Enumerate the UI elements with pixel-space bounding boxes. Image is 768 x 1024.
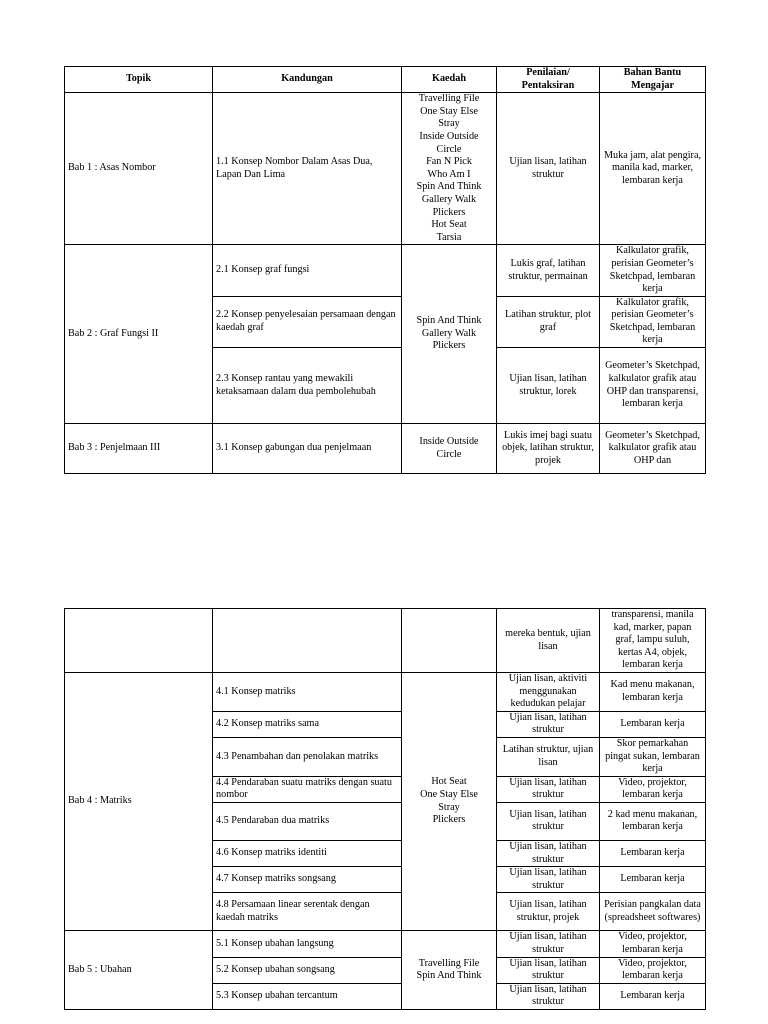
bab4-kandungan-7: 4.7 Konsep matriks songsang [213,867,402,893]
bab5-bahan-1: Video, projektor, lembaran kerja [600,931,706,957]
bab4-bahan-1: Kad menu makanan, lembaran kerja [600,673,706,712]
bab1-topik: Bab 1 : Asas Nombor [65,93,213,245]
cont-penilaian: mereka bentuk, ujian lisan [497,609,600,673]
bab4-kaedah-list [402,673,497,931]
lesson-plan-table-page-1 [64,66,706,474]
header-kaedah: Kaedah [402,67,497,93]
bab4-penilaian-7: Ujian lisan, latihan struktur [497,867,600,893]
bab5-kandungan-3: 5.3 Konsep ubahan tercantum [213,983,402,1009]
bab4-penilaian-4: Ujian lisan, latihan struktur [497,776,600,802]
kaedah-item: Travelling File [418,93,480,105]
kaedah-item: Travelling File [418,957,480,969]
bab2-bahan-1: Kalkulator grafik, perisian Geometer’s Sketchpad, lembaran kerja [600,245,706,296]
kaedah-item: Plickers [432,340,466,352]
kaedah-item: Spin And Think [416,181,482,193]
bab4-kandungan-6: 4.6 Konsep matriks identiti [213,840,402,866]
cont-kaedah-empty [402,609,497,673]
bab2-topik: Bab 2 : Graf Fungsi II [65,245,213,424]
bab4-penilaian-1: Ujian lisan, aktiviti menggunakan kedudukan pelajar [497,673,600,712]
bab2-kaedah-list [402,245,497,424]
header-penilaian: Penilaian/ Pentaksiran [497,67,600,93]
bab5-penilaian-2: Ujian lisan, latihan struktur [497,957,600,983]
cont-bahan: transparensi, manila kad, marker, papan graf, lampu suluh, kertas A4, objek, lembaran kerja [600,609,706,673]
kaedah-item: One Stay Else [420,789,478,801]
bab2-penilaian-3: Ujian lisan, latihan struktur, lorek [497,348,600,424]
kaedah-item: Who Am I [427,168,471,180]
bab2-penilaian-2: Latihan struktur, plot graf [497,296,600,347]
kaedah-item: Hot Seat [431,776,467,788]
bab2-kandungan-3: 2.3 Konsep rantau yang mewakili ketaksamaan dalam dua pembolehubah [213,348,402,424]
bab1-kaedah-list [402,93,497,245]
kaedah-item: Inside Outside [419,435,479,447]
bab3-penilaian: Lukis imej bagi suatu objek, latihan struktur, projek [497,424,600,474]
kaedah-item: Circle [436,143,462,155]
bab2-kandungan-1: 2.1 Konsep graf fungsi [213,245,402,296]
bab4-topik: Bab 4 : Matriks [65,673,213,931]
bab5-bahan-3: Lembaran kerja [600,983,706,1009]
bab4-kandungan-8: 4.8 Persamaan linear serentak dengan kaedah matriks [213,893,402,931]
bab4-bahan-8: Perisian pangkalan data (spreadsheet softwares) [600,893,706,931]
kaedah-item: One Stay Else [420,105,478,117]
bab2-bahan-2: Kalkulator grafik, perisian Geometer’s Sketchpad, lembaran kerja [600,296,706,347]
bab4-penilaian-8: Ujian lisan, latihan struktur, projek [497,893,600,931]
bab4-bahan-7: Lembaran kerja [600,867,706,893]
kaedah-item: Fan N Pick [426,156,472,168]
cont-topik-empty [65,609,213,673]
kaedah-item: Inside Outside [419,130,479,142]
kaedah-item: Plickers [432,814,466,826]
bab4-bahan-5: 2 kad menu makanan, lembaran kerja [600,802,706,840]
bab2-kandungan-2: 2.2 Konsep penyelesaian persamaan dengan kaedah graf [213,296,402,347]
kaedah-item: Plickers [432,206,466,218]
bab5-kandungan-1: 5.1 Konsep ubahan langsung [213,931,402,957]
bab4-bahan-3: Skor pemarkahan pingat sukan, lembaran kerja [600,737,706,776]
bab4-penilaian-3: Latihan struktur, ujian lisan [497,737,600,776]
bab5-penilaian-1: Ujian lisan, latihan struktur [497,931,600,957]
kaedah-item: Gallery Walk [421,327,477,339]
bab4-bahan-6: Lembaran kerja [600,840,706,866]
bab1-penilaian: Ujian lisan, latihan struktur [497,93,600,245]
bab4-bahan-4: Video, projektor, lembaran kerja [600,776,706,802]
bab4-kandungan-4: 4.4 Pendaraban suatu matriks dengan suatu nombor [213,776,402,802]
bab3-kaedah-list [402,424,497,474]
bab4-kandungan-2: 4.2 Konsep matriks sama [213,711,402,737]
bab5-topik: Bab 5 : Ubahan [65,931,213,1010]
header-topik: Topik [65,67,213,93]
bab2-bahan-3: Geometer’s Sketchpad, kalkulator grafik atau OHP dan transparensi, lembaran kerja [600,348,706,424]
cont-kandungan-empty [213,609,402,673]
header-bahan: Bahan Bantu Mengajar [600,67,706,93]
bab4-penilaian-6: Ujian lisan, latihan struktur [497,840,600,866]
bab3-kandungan: 3.1 Konsep gabungan dua penjelmaan [213,424,402,474]
kaedah-item: Gallery Walk [421,193,477,205]
kaedah-item: Hot Seat [431,219,467,231]
bab5-penilaian-3: Ujian lisan, latihan struktur [497,983,600,1009]
bab5-bahan-2: Video, projektor, lembaran kerja [600,957,706,983]
bab4-kandungan-5: 4.5 Pendaraban dua matriks [213,802,402,840]
bab4-penilaian-5: Ujian lisan, latihan struktur [497,802,600,840]
bab1-bahan: Muka jam, alat pengira, manila kad, marker, lembaran kerja [600,93,706,245]
bab4-kandungan-3: 4.3 Penambahan dan penolakan matriks [213,737,402,776]
kaedah-item: Tarsia [436,231,462,243]
bab5-kaedah-list [402,931,497,1010]
header-kandungan: Kandungan [213,67,402,93]
bab4-bahan-2: Lembaran kerja [600,711,706,737]
bab4-penilaian-2: Ujian lisan, latihan struktur [497,711,600,737]
bab5-kandungan-2: 5.2 Konsep ubahan songsang [213,957,402,983]
lesson-plan-table-page-2 [64,608,706,1010]
bab3-topik: Bab 3 : Penjelmaan III [65,424,213,474]
kaedah-item: Spin And Think [416,315,482,327]
kaedah-item: Circle [436,448,462,460]
bab1-kandungan: 1.1 Konsep Nombor Dalam Asas Dua, Lapan Dan Lima [213,93,402,245]
kaedah-item: Spin And Think [416,970,482,982]
kaedah-item: Stray [438,801,460,813]
kaedah-item: Stray [438,118,460,130]
bab4-kandungan-1: 4.1 Konsep matriks [213,673,402,712]
bab2-penilaian-1: Lukis graf, latihan struktur, permainan [497,245,600,296]
bab3-bahan: Geometer’s Sketchpad, kalkulator grafik atau OHP dan [600,424,706,474]
